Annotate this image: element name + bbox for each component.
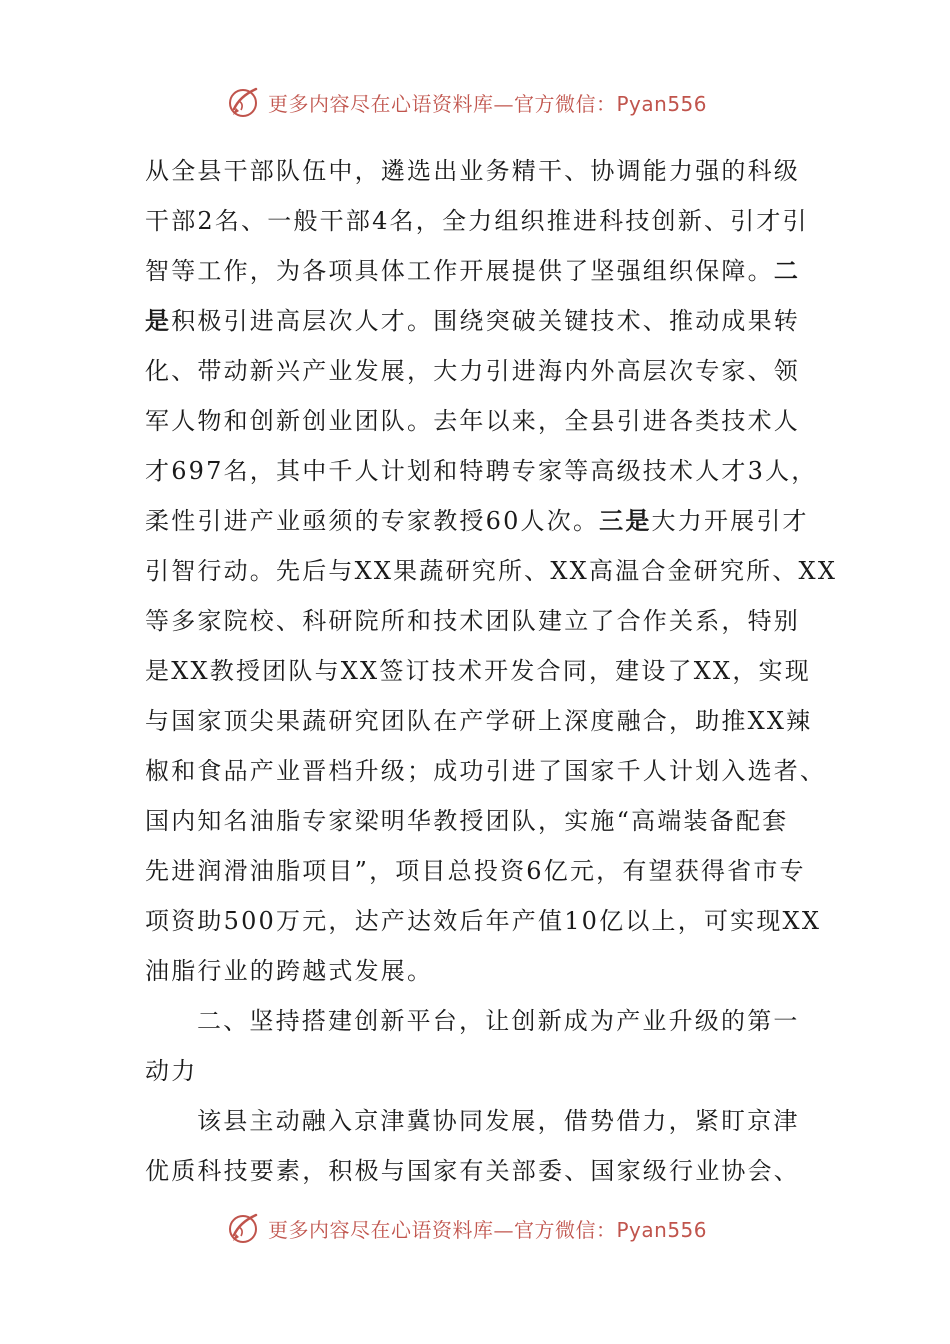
line-text: 先进润滑油脂项目”，项目总投资6亿元，有望获得省市专 [145, 857, 806, 885]
watermark-account: Pyan556 [616, 1217, 708, 1242]
line-text: 等多家院校、科研院所和技术团队建立了合作关系，特别 [145, 607, 800, 635]
pen-logo-icon [226, 1210, 262, 1246]
line-text: 油脂行业的跨越式发展。 [145, 957, 434, 985]
line-text: 柔性引进产业亟须的专家教授60人次。 [145, 507, 600, 535]
text-line [145, 796, 810, 846]
line-text: 才697名，其中千人计划和特聘专家等高级技术人才3人， [145, 457, 818, 485]
line-text: 与国家顶尖果蔬研究团队在产学研上深度融合，助推XX辣 [145, 707, 813, 735]
header-watermark [226, 82, 746, 122]
text-line [145, 646, 810, 696]
text-line [145, 1096, 810, 1146]
text-line [145, 896, 822, 946]
line-text: 干部2名、一般干部4名，全力组织推进科技创新、引才引 [145, 207, 809, 235]
text-line [145, 396, 810, 446]
footer-watermark [226, 1208, 746, 1248]
text-line [145, 946, 810, 996]
text-line [145, 596, 810, 646]
watermark-text [268, 88, 707, 117]
line-text: 积极引进高层次人才。围绕突破关键技术、推动成果转 [171, 307, 801, 335]
line-text: 军人物和创新创业团队。去年以来，全县引进各类技术人 [145, 407, 800, 435]
text-line [145, 246, 810, 296]
watermark-label: 官方微信： [514, 1217, 617, 1242]
watermark-dash: — [493, 1217, 514, 1242]
text-line [145, 496, 810, 546]
line-text: 智等工作，为各项具体工作开展提供了坚强组织保障。 [145, 257, 774, 285]
text-line [145, 146, 810, 196]
text-line [145, 196, 810, 246]
watermark-text [268, 1214, 707, 1243]
text-line [145, 1046, 810, 1096]
text-line [145, 346, 810, 396]
watermark-label: 官方微信： [514, 91, 617, 116]
line-text: 从全县干部队伍中，遴选出业务精干、协调能力强的科级 [145, 157, 800, 185]
watermark-prefix: 更多内容尽在心语资料库 [268, 91, 494, 116]
line-text: 化、带动新兴产业发展，大力引进海内外高层次专家、领 [145, 357, 800, 385]
line-text: 该县主动融入京津冀协同发展，借势借力，紧盯京津 [197, 1107, 800, 1135]
text-line [145, 996, 810, 1046]
bold-marker: 二 [773, 256, 801, 285]
line-text: 大力开展引才 [651, 507, 809, 535]
text-line [145, 296, 810, 346]
watermark-prefix: 更多内容尽在心语资料库 [268, 1217, 494, 1242]
text-line [145, 546, 838, 596]
bold-marker: 是 [145, 306, 172, 335]
line-text: 国内知名油脂专家梁明华教授团队，实施“高端装备配套 [145, 807, 789, 835]
line-text: 引智行动。先后与XX果蔬研究所、XX高温合金研究所、XX [145, 557, 838, 585]
pen-logo-icon [226, 84, 262, 120]
line-text: 项资助500万元，达产达效后年产值10亿以上，可实现XX [145, 907, 822, 935]
watermark-dash: — [493, 91, 514, 116]
text-line [145, 446, 818, 496]
text-line [145, 696, 813, 746]
text-line [145, 1146, 810, 1196]
line-text: 动力 [145, 1057, 198, 1085]
text-line [145, 746, 827, 796]
watermark-account: Pyan556 [616, 91, 708, 116]
line-text: 椒和食品产业晋档升级；成功引进了国家千人计划入选者、 [145, 757, 827, 785]
line-text: 二、坚持搭建创新平台，让创新成为产业升级的第一 [197, 1007, 800, 1035]
text-line [145, 846, 810, 896]
line-text: 是XX教授团队与XX签订技术开发合同，建设了XX，实现 [145, 657, 811, 685]
line-text: 优质科技要素，积极与国家有关部委、国家级行业协会、 [145, 1157, 800, 1185]
document-body [145, 146, 838, 1196]
bold-marker: 三是 [599, 506, 652, 535]
